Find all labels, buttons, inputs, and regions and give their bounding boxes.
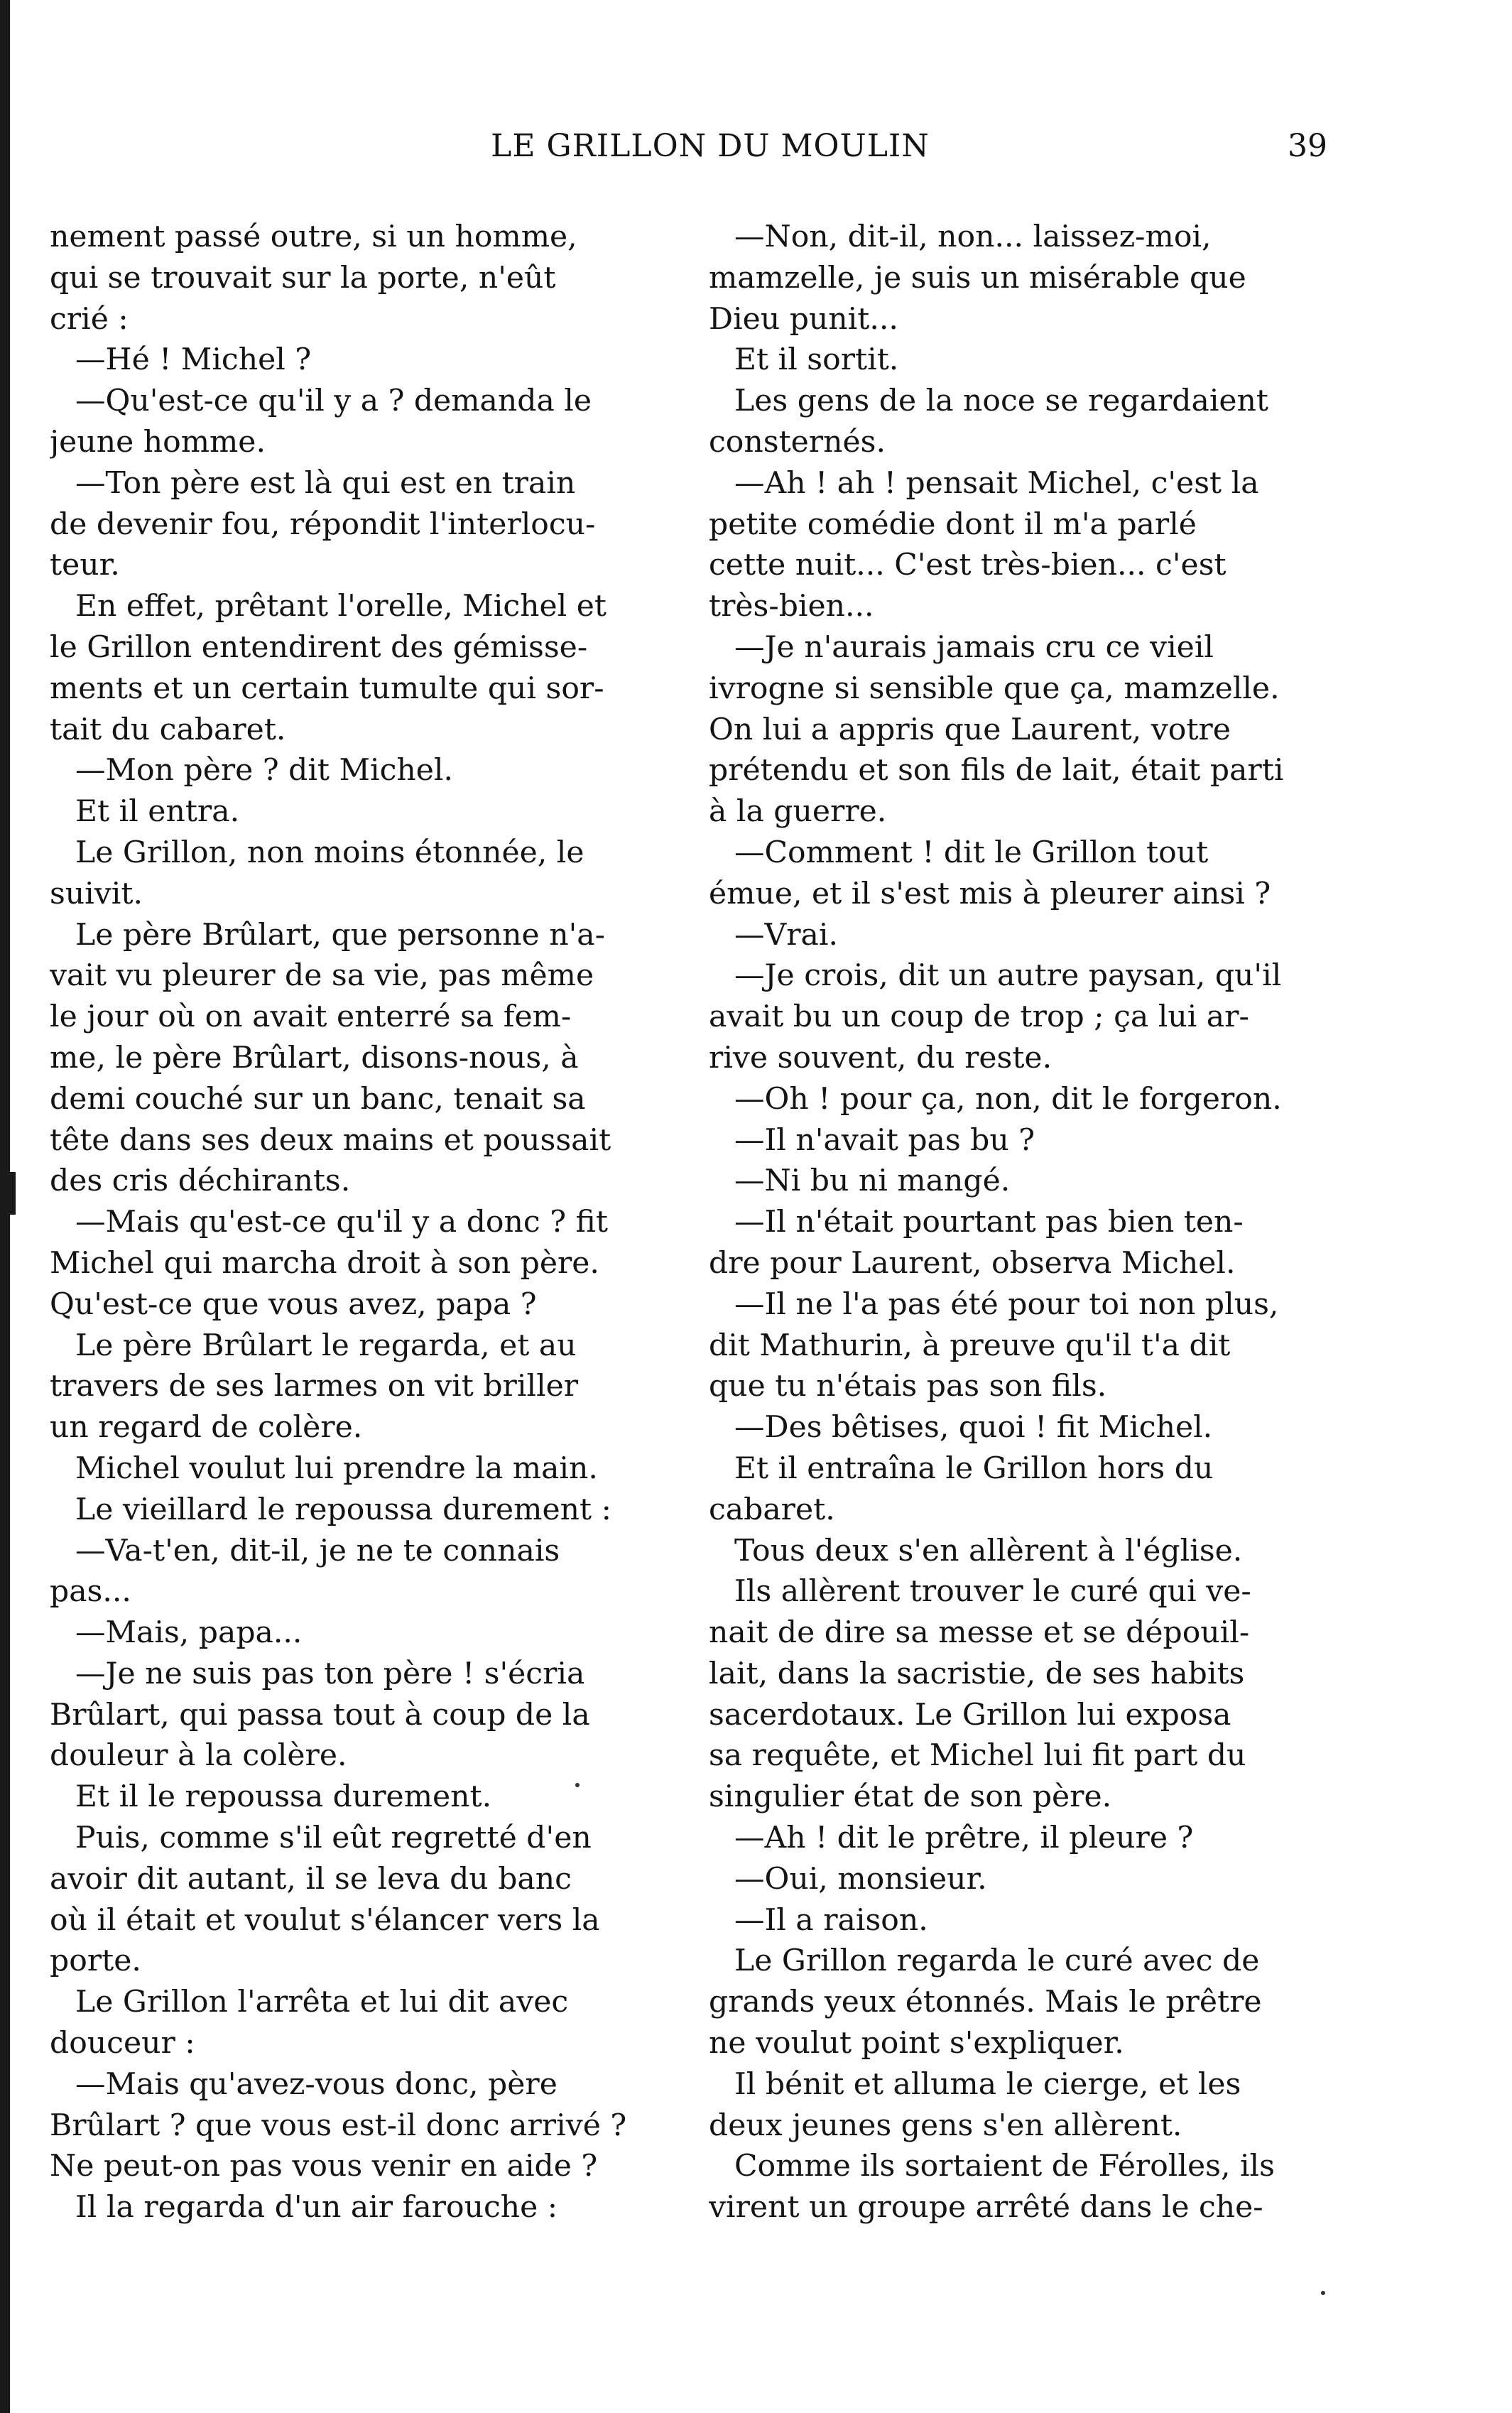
text-line: —Il n'avait pas bu ? [734,1122,1035,1158]
text-line: Le père Brûlart, que personne n'a- [75,917,605,953]
text-line: Qu'est-ce que vous avez, papa ? [50,1286,537,1322]
text-line: porte. [50,1943,141,1979]
text-line: prétendu et son fils de lait, était parti [709,753,1284,788]
text-line: me, le père Brûlart, disons-nous, à [50,1040,579,1075]
ink-speck [1321,2291,1325,2295]
text-line: ments et un certain tumulte qui sor- [50,671,604,706]
text-line: que tu n'étais pas son fils. [709,1369,1107,1404]
text-line: —Oh ! pour ça, non, dit le forgeron. [734,1081,1282,1117]
text-line: Michel voulut lui prendre la main. [75,1450,598,1486]
text-line: teur. [50,548,120,583]
text-line: —Je n'aurais jamais cru ce vieil [734,629,1214,665]
text-line: avait bu un coup de trop ; ça lui ar- [709,999,1249,1035]
text-line: —Mais qu'avez-vous donc, père [75,2066,558,2102]
text-line: de devenir fou, répondit l'interlocu- [50,506,596,542]
text-line: vait vu pleurer de sa vie, pas même [50,958,594,994]
text-line: ivrogne si sensible que ça, mamzelle. [709,671,1280,706]
text-line: Le Grillon, non moins étonnée, le [75,835,584,870]
text-line: deux jeunes gens s'en allèrent. [709,2108,1182,2143]
text-line: Le Grillon regarda le curé avec de [734,1943,1260,1979]
text-line: rive souvent, du reste. [709,1040,1053,1075]
text-line: dre pour Laurent, observa Michel. [709,1245,1236,1281]
text-line: cabaret. [709,1492,835,1527]
text-line: Ne peut-on pas vous venir en aide ? [50,2149,598,2184]
text-line: Comme ils sortaient de Férolles, ils [734,2149,1275,2184]
text-line: Michel qui marcha droit à son père. [50,1245,599,1281]
text-line: —Je crois, dit un autre paysan, qu'il [734,958,1282,994]
text-line: avoir dit autant, il se leva du banc [50,1861,572,1897]
text-line: —Il a raison. [734,1902,928,1938]
text-line: Les gens de la noce se regardaient [734,384,1269,419]
text-line: Puis, comme s'il eût regretté d'en [75,1821,592,1856]
text-line: des cris déchirants. [50,1164,351,1199]
text-line: Et il le repoussa durement. [75,1779,492,1815]
text-line: pas... [50,1574,131,1610]
text-line: Le père Brûlart le regarda, et au [75,1328,577,1363]
ink-speck [575,1783,580,1787]
text-line: —Va-t'en, dit-il, je ne te connais [75,1533,560,1568]
text-line: consternés. [709,424,886,460]
text-line: Et il entra. [75,794,240,830]
page-number: 39 [1288,128,1327,164]
text-line: En effet, prêtant l'orelle, Michel et [75,589,607,624]
text-line: demi couché sur un banc, tenait sa [50,1081,586,1117]
text-line: petite comédie dont il m'a parlé [709,506,1197,542]
text-line: cette nuit... C'est très-bien... c'est [709,548,1227,583]
text-line: tête dans ses deux mains et poussait [50,1122,611,1158]
text-line: —Il n'était pourtant pas bien ten- [734,1205,1244,1240]
text-line: où il était et voulut s'élancer vers la [50,1902,600,1938]
text-line: à la guerre. [709,794,887,830]
text-line: —Ton père est là qui est en train [75,465,576,501]
running-title: LE GRILLON DU MOULIN [491,128,930,164]
text-line: Brûlart ? que vous est-il donc arrivé ? [50,2108,627,2143]
text-line: —Ni bu ni mangé. [734,1164,1011,1199]
text-line: singulier état de son père. [709,1779,1112,1815]
text-line: —Des bêtises, quoi ! fit Michel. [734,1410,1213,1446]
text-line: —Non, dit-il, non... laissez-moi, [734,219,1212,254]
text-line: Le vieillard le repoussa durement : [75,1492,611,1527]
text-line: sa requête, et Michel lui fit part du [709,1738,1246,1774]
text-line: Et il entraîna le Grillon hors du [734,1450,1214,1486]
page-binding-edge [0,0,10,2413]
text-line: travers de ses larmes on vit briller [50,1369,579,1404]
text-line: —Il ne l'a pas été pour toi non plus, [734,1286,1279,1322]
text-line: Ils allèrent trouver le curé qui ve- [734,1574,1251,1610]
text-line: —Qu'est-ce qu'il y a ? demanda le [75,384,592,419]
text-line: un regard de colère. [50,1410,363,1446]
text-line: lait, dans la sacristie, de ses habits [709,1656,1245,1691]
text-line: le jour où on avait enterré sa fem- [50,999,572,1035]
text-line: le Grillon entendirent des gémisse- [50,629,588,665]
text-line: très-bien... [709,589,874,624]
text-line: Tous deux s'en allèrent à l'église. [734,1533,1243,1568]
text-line: Brûlart, qui passa tout à coup de la [50,1697,590,1733]
text-line: Le Grillon l'arrêta et lui dit avec [75,1985,569,2020]
text-line: virent un groupe arrêté dans le che- [709,2190,1263,2225]
text-line: grands yeux étonnés. Mais le prêtre [709,1985,1262,2020]
text-line: —Vrai. [734,917,838,953]
text-line: Il la regarda d'un air farouche : [75,2190,558,2225]
text-line: ne voulut point s'expliquer. [709,2026,1124,2061]
text-line: —Mais qu'est-ce qu'il y a donc ? fit [75,1205,608,1240]
text-line: émue, et il s'est mis à pleurer ainsi ? [709,876,1271,911]
text-line: Dieu punit... [709,301,898,337]
text-line: suivit. [50,876,143,911]
text-line: nait de dire sa messe et se dépouil- [709,1615,1250,1651]
text-line: —Ah ! ah ! pensait Michel, c'est la [734,465,1259,501]
text-line: —Mon père ? dit Michel. [75,753,454,788]
text-line: qui se trouvait sur la porte, n'eût [50,260,556,295]
text-line: tait du cabaret. [50,712,286,747]
text-line: —Hé ! Michel ? [75,342,312,378]
text-line: On lui a appris que Laurent, votre [709,712,1231,747]
text-line: sacerdotaux. Le Grillon lui exposa [709,1697,1231,1733]
text-line: douceur : [50,2026,195,2061]
text-line: jeune homme. [50,424,266,460]
text-line: mamzelle, je suis un misérable que [709,260,1246,295]
text-line: —Comment ! dit le Grillon tout [734,835,1209,870]
page-binding-notch [10,1172,16,1215]
text-line: douleur à la colère. [50,1738,347,1774]
text-line: Il bénit et alluma le cierge, et les [734,2066,1241,2102]
text-line: dit Mathurin, à preuve qu'il t'a dit [709,1328,1231,1363]
right-text-column [709,217,1328,2228]
text-line: crié : [50,301,129,337]
text-line: —Oui, monsieur. [734,1861,987,1897]
text-line: —Ah ! dit le prêtre, il pleure ? [734,1821,1194,1856]
text-line: Et il sortit. [734,342,899,378]
text-line: —Mais, papa... [75,1615,303,1651]
text-line: —Je ne suis pas ton père ! s'écria [75,1656,585,1691]
text-line: nement passé outre, si un homme, [50,219,577,254]
left-text-column [50,217,662,2228]
